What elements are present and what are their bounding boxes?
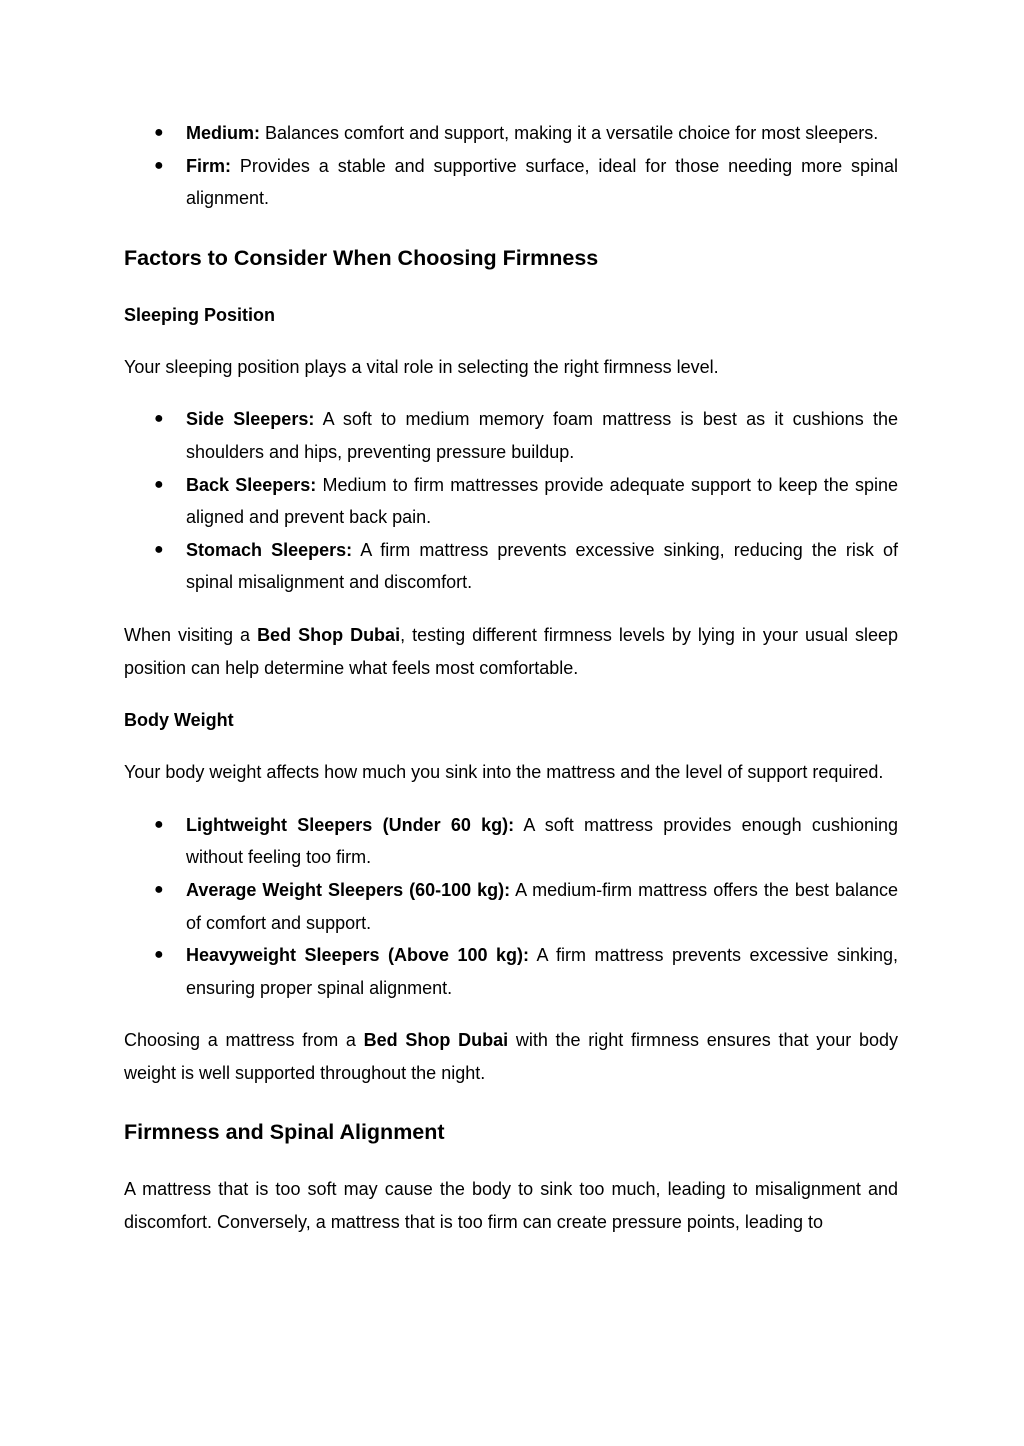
list-item-text: A soft mattress provides enough cushioning without feeling too firm. [186,814,898,868]
list-item-text: Provides a stable and supportive surface, ideal for those needing more spinal alignment. [186,155,898,209]
sleeping-position-list [124,403,898,599]
bullet-icon: ● [154,156,164,174]
sleeping-position-heading: Sleeping Position [124,304,276,325]
bullet-icon: ● [154,540,164,558]
list-item-term: Medium: [186,123,260,143]
list-item [124,469,898,534]
closing-text: , testing different firmness levels by lying in your usual sleep position can help determine what feels most comfortable. [124,624,899,678]
list-item-text: A firm mattress prevents excessive sinking, reducing the risk of spinal misalignment and discomfort. [186,539,898,593]
closing-text: Choosing a mattress from a [124,1030,364,1051]
firmness-levels-list [124,117,898,215]
bullet-icon: ● [154,475,164,493]
bullet-icon: ● [154,880,164,898]
bullet-icon: ● [154,410,164,428]
spinal-alignment-heading: Firmness and Spinal Alignment [124,1120,445,1145]
closing-bold: Bed Shop Dubai [363,1030,509,1051]
body-weight-intro: Your body weight affects how much you sink into the mattress and the level of support required. [124,762,884,783]
closing-bold: Bed Shop Dubai [257,624,401,645]
list-item [124,403,898,468]
list-item-term: Back Sleepers: [186,474,317,495]
bullet-icon: ● [154,815,164,833]
spinal-alignment-paragraph: A mattress that is too soft may cause the body to sink too much, leading to misalignment and discomfort. Conversely, a mattress that is too firm can create pressure points, leading to [124,1179,898,1233]
list-item-term: Stomach Sleepers: [186,539,353,560]
closing-text: When visiting a [124,624,258,645]
list-item [124,874,898,939]
list-item-text: A medium-firm mattress offers the best balance of comfort and support. [186,879,898,933]
list-item [124,150,898,215]
body-weight-closing [124,1024,898,1089]
list-item-term: Lightweight Sleepers (Under 60 kg): [186,814,515,835]
factors-heading: Factors to Consider When Choosing Firmness [124,245,599,270]
sleeping-position-intro: Your sleeping position plays a vital role in selecting the right firmness level. [124,356,719,377]
body-weight-heading: Body Weight [124,710,234,731]
list-item-text: A firm mattress prevents excessive sinking, ensuring proper spinal alignment. [186,945,898,998]
list-item [124,534,898,599]
closing-text: with the right firmness ensures that your body weight is well supported throughout the night. [124,1030,898,1083]
list-item-term: Side Sleepers: [186,409,315,430]
list-item [124,939,898,1004]
body-weight-list [124,809,898,1005]
document-page [124,117,898,1239]
sleeping-position-closing [124,619,898,684]
list-item-text: A soft to medium memory foam mattress is best as it cushions the shoulders and hips, preventing pressure buildup. [186,409,898,462]
list-item [124,117,898,150]
list-item-term: Firm: [186,155,231,176]
list-item-term: Average Weight Sleepers (60-100 kg): [186,879,511,900]
list-item [124,809,898,874]
list-item-text: Medium to firm mattresses provide adequate support to keep the spine aligned and prevent back pain. [186,474,898,528]
bullet-icon: ● [154,946,164,964]
list-item-text: Balances comfort and support, making it a versatile choice for most sleepers. [260,123,879,143]
list-item-term: Heavyweight Sleepers (Above 100 kg): [186,945,530,966]
bullet-icon: ● [154,124,164,141]
